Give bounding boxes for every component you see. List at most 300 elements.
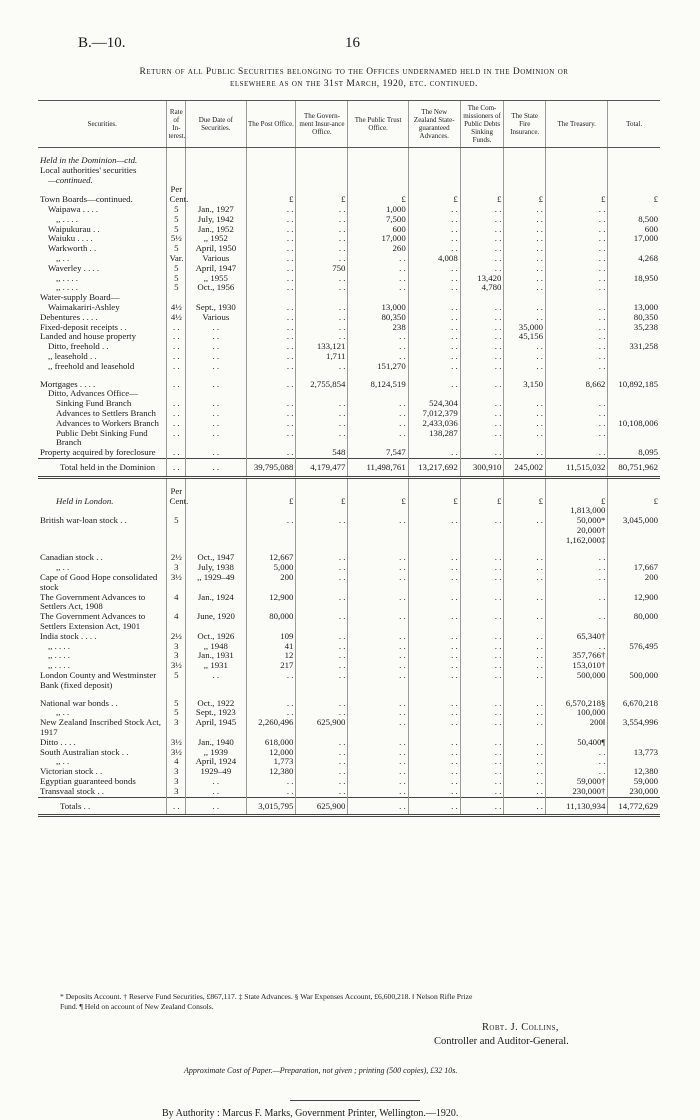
rate-cell: 5 xyxy=(167,274,186,284)
public-debts-cell: . . xyxy=(460,632,504,642)
due-date-cell: April, 1945 xyxy=(186,718,246,738)
public-trust-cell: . . xyxy=(348,516,408,526)
total-cell: 17,000 xyxy=(608,234,660,244)
total-cell xyxy=(608,362,660,372)
state-fire-cell: . . xyxy=(504,516,546,526)
treasury-cell: . . xyxy=(546,244,608,254)
public-debts-cell: . . xyxy=(460,563,504,573)
public-debts-cell: . . xyxy=(460,545,504,563)
public-debts-cell: £ xyxy=(460,195,504,205)
table-row xyxy=(38,283,660,293)
security-name: Local authorities' securities xyxy=(40,164,137,175)
security-name: Held in the Dominion—ctd. xyxy=(40,155,138,165)
public-debts-cell: . . xyxy=(460,787,504,797)
public-debts-cell: . . xyxy=(460,215,504,225)
total-cell: 13,773 xyxy=(608,748,660,758)
security-name: Waverley . . . . xyxy=(48,262,100,273)
public-trust-cell: . . xyxy=(348,691,408,709)
security-name: Mortgages . . . . xyxy=(40,378,96,389)
government-insurance-cell: . . xyxy=(296,516,348,526)
treasury-cell: 500,000 xyxy=(546,671,608,691)
state-fire-cell: . . xyxy=(504,234,546,244)
state-fire-cell: . . xyxy=(504,205,546,215)
state-advances-cell: . . xyxy=(408,757,460,767)
state-fire-cell: . . xyxy=(504,274,546,284)
security-name: London County and Westminster Bank (fixed deposit) xyxy=(40,670,157,690)
public-debts-cell: . . xyxy=(460,612,504,632)
treasury-cell: 11,130,934 xyxy=(546,797,608,816)
public-trust-cell: £ xyxy=(348,195,408,205)
government-insurance-cell: . . xyxy=(296,323,348,333)
government-insurance-cell: 4,179,477 xyxy=(296,458,348,477)
government-insurance-cell: 548 xyxy=(296,448,348,458)
state-fire-cell: . . xyxy=(504,573,546,593)
due-date-cell: Jan., 1931 xyxy=(186,651,246,661)
post-office-cell: . . xyxy=(246,332,296,342)
total-cell xyxy=(608,477,660,496)
state-fire-cell: . . xyxy=(504,593,546,613)
security-name: Victorian stock . . xyxy=(40,766,103,777)
footnote-line-1: * Deposits Account. † Reserve Fund Securities, £867,117. ‡ State Advances. § War Expenses Account, £6,600,218. ‖ Nelson Rifle Prize xyxy=(60,992,473,1001)
due-date-cell: Various xyxy=(186,313,246,323)
state-advances-cell xyxy=(408,536,460,546)
state-fire-cell: . . xyxy=(504,563,546,573)
state-advances-cell: . . xyxy=(408,691,460,709)
state-advances-cell: . . xyxy=(408,215,460,225)
government-insurance-cell: . . xyxy=(296,419,348,429)
government-insurance-cell: . . xyxy=(296,234,348,244)
total-cell: 331,258 xyxy=(608,342,660,352)
post-office-cell: . . xyxy=(246,254,296,264)
state-fire-cell: . . xyxy=(504,409,546,419)
due-date-cell: . . xyxy=(186,458,246,477)
government-insurance-cell xyxy=(296,176,348,186)
table-body xyxy=(38,148,660,816)
state-fire-cell: . . xyxy=(504,632,546,642)
public-trust-cell: . . xyxy=(348,283,408,293)
state-fire-cell: 3,150 xyxy=(504,372,546,390)
treasury-cell: . . xyxy=(546,264,608,274)
table-row xyxy=(38,718,660,738)
rate-cell: 5½ xyxy=(167,234,186,244)
security-name: Fixed-deposit receipts . . xyxy=(40,321,127,332)
total-cell: 14,772,629 xyxy=(608,797,660,816)
government-insurance-cell: £ xyxy=(296,195,348,205)
state-advances-cell: . . xyxy=(408,708,460,718)
state-fire-cell: £ xyxy=(504,195,546,205)
public-debts-cell: . . xyxy=(460,671,504,691)
treasury-cell xyxy=(546,477,608,496)
rate-cell: 5 xyxy=(167,283,186,293)
due-date-cell: . . xyxy=(186,777,246,787)
post-office-cell: 80,000 xyxy=(246,612,296,632)
treasury-cell: 50,400¶ xyxy=(546,738,608,748)
security-name: ,, . . . . xyxy=(48,650,70,661)
public-trust-cell: . . xyxy=(348,777,408,787)
rate-cell: 3 xyxy=(167,777,186,787)
treasury-cell: . . xyxy=(546,748,608,758)
table-row xyxy=(38,671,660,691)
public-trust-cell: . . xyxy=(348,264,408,274)
public-debts-cell: . . xyxy=(460,409,504,419)
treasury-cell: 8,662 xyxy=(546,372,608,390)
state-advances-cell: . . xyxy=(408,718,460,738)
state-advances-cell xyxy=(408,148,460,166)
treasury-cell xyxy=(546,148,608,166)
treasury-cell: . . xyxy=(546,642,608,652)
rate-cell: . . xyxy=(167,797,186,816)
security-name: Waimakariri-Ashley xyxy=(48,301,120,312)
state-advances-cell: . . xyxy=(408,283,460,293)
state-advances-cell: . . xyxy=(408,372,460,390)
security-name: ,, . . xyxy=(56,252,70,263)
post-office-cell: . . xyxy=(246,303,296,313)
total-cell: 12,380 xyxy=(608,767,660,777)
government-insurance-cell: . . xyxy=(296,303,348,313)
rate-cell xyxy=(167,148,186,166)
due-date-cell xyxy=(186,185,246,195)
security-name: South Australian stock . . xyxy=(40,746,129,757)
state-fire-cell: 45,156 xyxy=(504,332,546,342)
state-fire-cell: . . xyxy=(504,777,546,787)
column-header: The Public Trust Office. xyxy=(348,101,408,148)
security-name: ,, . . . . xyxy=(56,213,78,224)
rate-cell: 5 xyxy=(167,516,186,526)
state-advances-cell: . . xyxy=(408,234,460,244)
public-trust-cell: . . xyxy=(348,573,408,593)
rate-cell: Per xyxy=(167,477,186,496)
state-fire-cell: . . xyxy=(504,642,546,652)
public-debts-cell: 4,780 xyxy=(460,283,504,293)
table-title xyxy=(34,66,674,90)
public-debts-cell: . . xyxy=(460,234,504,244)
due-date-cell xyxy=(186,148,246,166)
title-line-2: elsewhere as on the 31st March, 1920, etc. continued. xyxy=(230,79,478,89)
rate-cell: 3 xyxy=(167,651,186,661)
due-date-cell xyxy=(186,166,246,176)
post-office-cell xyxy=(246,526,296,536)
public-trust-cell: . . xyxy=(348,787,408,797)
total-cell: 80,000 xyxy=(608,612,660,632)
public-trust-cell: 151,270 xyxy=(348,362,408,372)
rate-cell: 2½ xyxy=(167,545,186,563)
column-header: The New Zealand State-guaranteed Advances. xyxy=(408,101,460,148)
rate-cell xyxy=(167,526,186,536)
government-insurance-cell: . . xyxy=(296,274,348,284)
security-name: Debentures . . . . xyxy=(40,311,98,322)
public-trust-cell xyxy=(348,185,408,195)
column-header: The Treasury. xyxy=(546,101,608,148)
state-fire-cell: . . xyxy=(504,767,546,777)
state-advances-cell: 13,217,692 xyxy=(408,458,460,477)
post-office-cell: . . xyxy=(246,234,296,244)
treasury-cell: . . xyxy=(546,274,608,284)
public-debts-cell: . . xyxy=(460,691,504,709)
public-debts-cell: 13,420 xyxy=(460,274,504,284)
state-advances-cell: . . xyxy=(408,767,460,777)
state-advances-cell: . . xyxy=(408,313,460,323)
treasury-cell: . . xyxy=(546,545,608,563)
state-advances-cell: . . xyxy=(408,777,460,787)
state-fire-cell: . . xyxy=(504,283,546,293)
treasury-cell: . . xyxy=(546,757,608,767)
treasury-cell xyxy=(546,176,608,186)
state-fire-cell: . . xyxy=(504,797,546,816)
state-advances-cell: £ xyxy=(408,497,460,507)
total-cell xyxy=(608,651,660,661)
rate-cell: . . xyxy=(167,352,186,362)
government-insurance-cell: . . xyxy=(296,429,348,449)
treasury-cell: . . xyxy=(546,573,608,593)
state-advances-cell xyxy=(408,176,460,186)
government-insurance-cell xyxy=(296,166,348,176)
state-advances-cell: . . xyxy=(408,612,460,632)
state-fire-cell: . . xyxy=(504,545,546,563)
security-name: ,, . . xyxy=(56,707,70,718)
treasury-cell: . . xyxy=(546,215,608,225)
treasury-cell: . . xyxy=(546,612,608,632)
security-name: ,, . . xyxy=(56,756,70,767)
treasury-cell: 357,766† xyxy=(546,651,608,661)
table-row xyxy=(38,332,660,342)
public-trust-cell: 1,000 xyxy=(348,205,408,215)
treasury-cell: . . xyxy=(546,234,608,244)
rate-cell: . . xyxy=(167,372,186,390)
security-name: The Government Advances to Settlers Act, 1908 xyxy=(40,591,146,612)
total-cell: 200 xyxy=(608,573,660,593)
government-insurance-cell xyxy=(296,526,348,536)
public-trust-cell: 13,000 xyxy=(348,303,408,313)
government-insurance-cell: . . xyxy=(296,738,348,748)
government-insurance-cell: . . xyxy=(296,244,348,254)
public-debts-cell: . . xyxy=(460,593,504,613)
public-debts-cell: . . xyxy=(460,797,504,816)
state-fire-cell: . . xyxy=(504,352,546,362)
government-insurance-cell: 750 xyxy=(296,264,348,274)
security-name: Waipawa . . . . xyxy=(48,203,99,214)
post-office-cell: 12,380 xyxy=(246,767,296,777)
security-name: ,, . . . . xyxy=(56,282,78,293)
public-trust-cell: . . xyxy=(348,429,408,449)
public-debts-cell: . . xyxy=(460,748,504,758)
security-name: Ditto, Advances Office— xyxy=(48,388,138,399)
total-cell xyxy=(608,526,660,536)
public-trust-cell: . . xyxy=(348,254,408,264)
security-name: Totals . . xyxy=(38,797,167,816)
state-fire-cell: . . xyxy=(504,671,546,691)
post-office-cell: . . xyxy=(246,516,296,526)
total-cell: 59,000 xyxy=(608,777,660,787)
due-date-cell: . . xyxy=(186,323,246,333)
column-header: The State Fire Insurance. xyxy=(504,101,546,148)
government-insurance-cell: . . xyxy=(296,573,348,593)
treasury-cell: . . xyxy=(546,419,608,429)
public-debts-cell: . . xyxy=(460,718,504,738)
post-office-cell: . . xyxy=(246,671,296,691)
public-debts-cell: . . xyxy=(460,399,504,409)
due-date-cell: . . xyxy=(186,352,246,362)
table-row xyxy=(38,642,660,652)
post-office-cell: 1,773 xyxy=(246,757,296,767)
government-insurance-cell xyxy=(296,148,348,166)
public-trust-cell: 11,498,761 xyxy=(348,458,408,477)
public-trust-cell: . . xyxy=(348,797,408,816)
government-insurance-cell: . . xyxy=(296,767,348,777)
divider xyxy=(290,1100,420,1101)
public-trust-cell: . . xyxy=(348,651,408,661)
government-insurance-cell: 2,755,854 xyxy=(296,372,348,390)
public-trust-cell: . . xyxy=(348,419,408,429)
public-trust-cell: . . xyxy=(348,612,408,632)
treasury-cell: 59,000† xyxy=(546,777,608,787)
due-date-cell: Jan., 1940 xyxy=(186,738,246,748)
security-name: ,, . . xyxy=(56,562,70,573)
state-fire-cell: . . xyxy=(504,215,546,225)
treasury-cell: . . xyxy=(546,767,608,777)
rate-cell: . . xyxy=(167,458,186,477)
state-advances-cell: . . xyxy=(408,563,460,573)
due-date-cell: . . xyxy=(186,399,246,409)
treasury-cell: 1,162,000‡ xyxy=(546,536,608,546)
rate-cell: 3½ xyxy=(167,661,186,671)
rate-cell: Cent. xyxy=(167,497,186,507)
rate-cell: 3½ xyxy=(167,573,186,593)
post-office-cell xyxy=(246,148,296,166)
government-insurance-cell: . . xyxy=(296,313,348,323)
due-date-cell xyxy=(186,536,246,546)
state-advances-cell: 7,012,379 xyxy=(408,409,460,419)
due-date-cell: July, 1942 xyxy=(186,215,246,225)
state-fire-cell: 35,000 xyxy=(504,323,546,333)
column-header: Securities. xyxy=(38,101,167,148)
post-office-cell: 12,667 xyxy=(246,545,296,563)
post-office-cell: . . xyxy=(246,342,296,352)
public-trust-cell: . . xyxy=(348,671,408,691)
total-cell: 576,495 xyxy=(608,642,660,652)
due-date-cell: ,, 1929–49 xyxy=(186,573,246,593)
state-fire-cell: . . xyxy=(504,738,546,748)
treasury-cell: . . xyxy=(546,563,608,573)
public-debts-cell xyxy=(460,536,504,546)
table-row xyxy=(38,448,660,458)
public-debts-cell: . . xyxy=(460,651,504,661)
treasury-cell: 1,813,000 xyxy=(546,506,608,516)
treasury-cell: . . xyxy=(546,323,608,333)
public-trust-cell: . . xyxy=(348,632,408,642)
rate-cell: Var. xyxy=(167,254,186,264)
treasury-cell: . . xyxy=(546,254,608,264)
rate-cell: 5 xyxy=(167,708,186,718)
public-debts-cell: . . xyxy=(460,323,504,333)
rate-cell: 5 xyxy=(167,671,186,691)
security-name: ,, leasehold . . xyxy=(48,350,97,361)
government-insurance-cell: . . xyxy=(296,215,348,225)
rate-cell: . . xyxy=(167,323,186,333)
state-advances-cell: £ xyxy=(408,195,460,205)
government-insurance-cell: . . xyxy=(296,563,348,573)
total-cell xyxy=(608,166,660,176)
public-trust-cell: £ xyxy=(348,497,408,507)
rate-cell: . . xyxy=(167,399,186,409)
government-insurance-cell xyxy=(296,477,348,496)
government-insurance-cell: . . xyxy=(296,612,348,632)
security-name: British war-loan stock . . xyxy=(40,515,127,526)
state-advances-cell: . . xyxy=(408,323,460,333)
security-name: Ditto . . . . xyxy=(40,736,76,747)
public-trust-cell xyxy=(348,176,408,186)
treasury-cell: . . xyxy=(546,399,608,409)
security-name: Landed and house property xyxy=(40,331,137,342)
government-insurance-cell: . . xyxy=(296,651,348,661)
public-trust-cell: . . xyxy=(348,738,408,748)
government-insurance-cell: . . xyxy=(296,748,348,758)
due-date-cell: . . xyxy=(186,419,246,429)
due-date-cell: June, 1920 xyxy=(186,612,246,632)
rate-cell xyxy=(167,536,186,546)
treasury-cell xyxy=(546,185,608,195)
table-row xyxy=(38,748,660,758)
table-row xyxy=(38,797,660,816)
table-row xyxy=(38,362,660,372)
table-row xyxy=(38,244,660,254)
total-cell xyxy=(608,283,660,293)
treasury-cell: 65,340† xyxy=(546,632,608,642)
table-row xyxy=(38,303,660,313)
rate-cell: 4 xyxy=(167,757,186,767)
table-row xyxy=(38,787,660,797)
total-cell xyxy=(608,536,660,546)
state-fire-cell: . . xyxy=(504,661,546,671)
post-office-cell: 3,015,795 xyxy=(246,797,296,816)
due-date-cell xyxy=(186,497,246,507)
state-advances-cell xyxy=(408,526,460,536)
total-cell xyxy=(608,429,660,449)
security-name: Ditto, freehold . . xyxy=(48,341,109,352)
security-name: Town Boards—continued. xyxy=(40,194,133,205)
state-fire-cell: . . xyxy=(504,254,546,264)
table-row xyxy=(38,389,660,399)
state-advances-cell: . . xyxy=(408,352,460,362)
table-row xyxy=(38,777,660,787)
table-row xyxy=(38,264,660,274)
treasury-cell xyxy=(546,166,608,176)
column-header: Rate of In-terest. xyxy=(167,101,186,148)
security-name: Public Debt Sinking Fund Branch xyxy=(56,427,148,448)
public-trust-cell xyxy=(348,166,408,176)
public-debts-cell xyxy=(460,477,504,496)
rate-cell: Cent. xyxy=(167,195,186,205)
public-debts-cell: . . xyxy=(460,661,504,671)
public-debts-cell: . . xyxy=(460,642,504,652)
public-trust-cell xyxy=(348,536,408,546)
post-office-cell: £ xyxy=(246,195,296,205)
state-advances-cell: 4,008 xyxy=(408,254,460,264)
due-date-cell: Oct., 1947 xyxy=(186,545,246,563)
table-row xyxy=(38,612,660,632)
state-advances-cell: . . xyxy=(408,632,460,642)
state-fire-cell: . . xyxy=(504,313,546,323)
public-trust-cell: . . xyxy=(348,708,408,718)
due-date-cell xyxy=(186,477,246,496)
post-office-cell xyxy=(246,536,296,546)
state-fire-cell: . . xyxy=(504,225,546,235)
due-date-cell xyxy=(186,176,246,186)
table-row xyxy=(38,536,660,546)
public-trust-cell: . . xyxy=(348,352,408,362)
security-name xyxy=(38,526,167,536)
treasury-cell: 6,570,218§ xyxy=(546,691,608,709)
post-office-cell: 618,000 xyxy=(246,738,296,748)
